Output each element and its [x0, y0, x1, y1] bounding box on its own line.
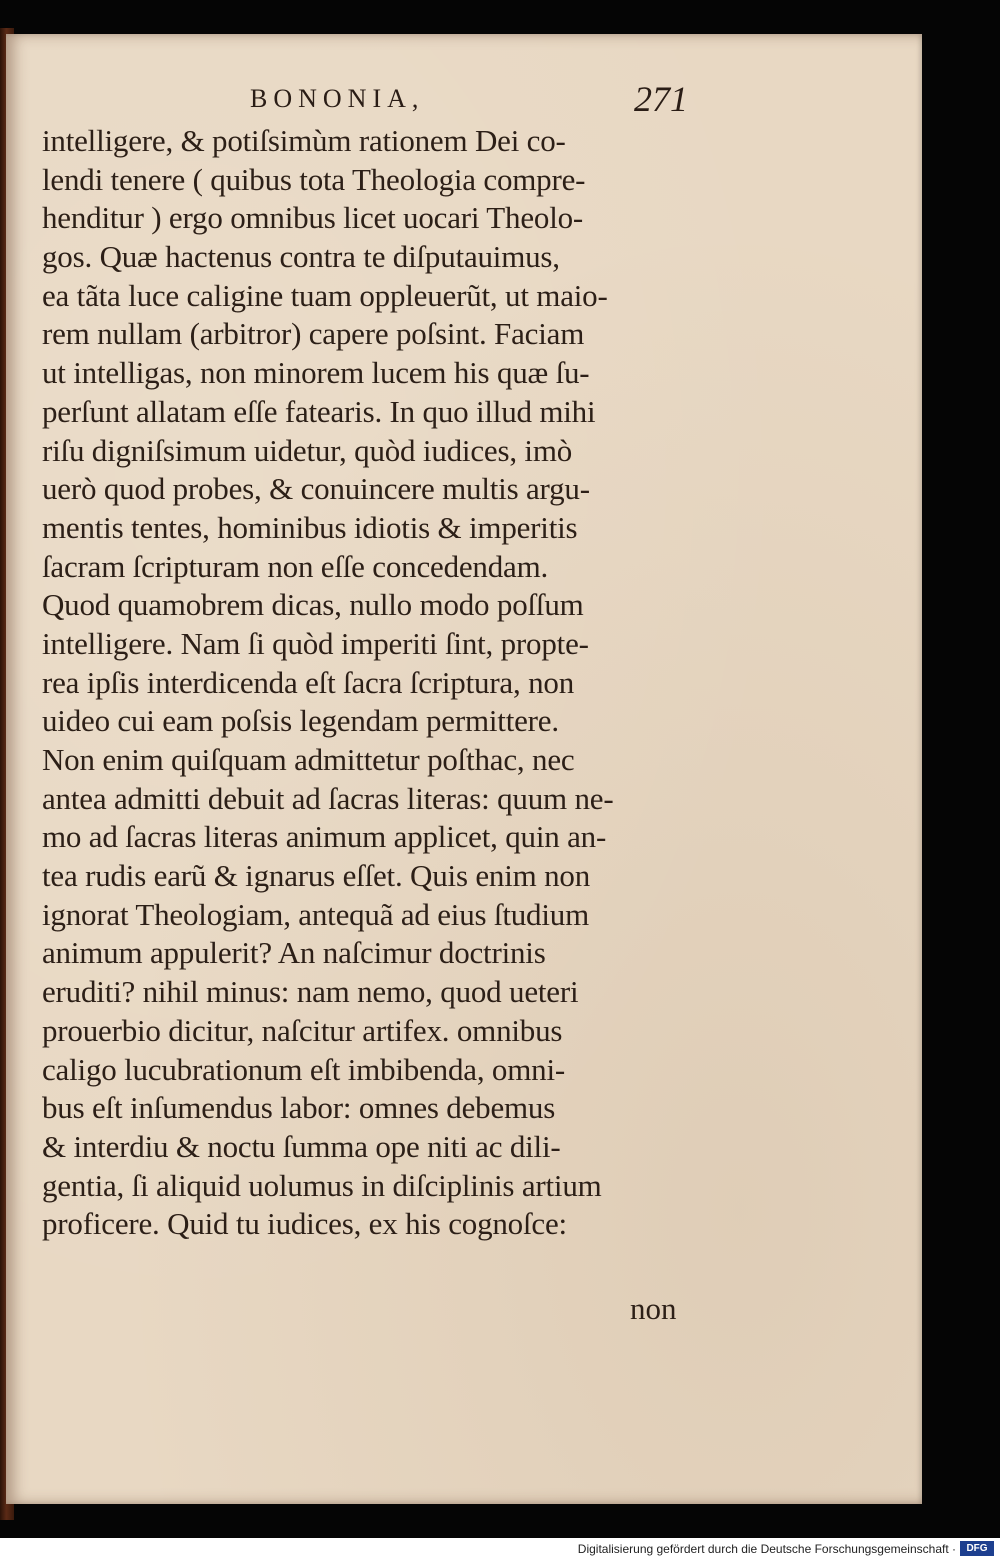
digitization-credit: Digitalisierung gefördert durch die Deutsche Forschungsgemeinschaft ·: [577, 1542, 956, 1556]
text-line: gentia, ſi aliquid uolumus in diſciplinis artium: [42, 1167, 602, 1203]
text-line: lendi tenere ( quibus tota Theologia compre-: [42, 161, 586, 197]
text-line: perſunt allatam eſſe fatearis. In quo illud mihi: [42, 393, 596, 429]
text-line: ea tãta luce caligine tuam oppleuerũt, ut maio-: [42, 277, 608, 313]
text-line: Non enim quiſquam admittetur poſthac, nec: [42, 742, 575, 777]
text-line: rea ipſis interdicenda eſt ſacra ſcriptura, non: [42, 664, 574, 700]
text-line: intelligere. Nam ſi quòd imperiti ſint, propte-: [42, 625, 589, 661]
text-line: uideo cui eam poſsis legendam permittere.: [42, 703, 559, 739]
text-line: Quod quamobrem dicas, nullo modo poſſum: [42, 587, 584, 623]
text-line: ſacram ſcripturam non eſſe concedendam.: [42, 548, 549, 584]
page-number: 271: [634, 79, 688, 119]
text-line: tea rudis earũ & ignarus eſſet. Quis enim non: [42, 858, 591, 894]
text-line: ut intelligas, non minorem lucem his quæ ſu-: [42, 355, 590, 391]
text-line: uerò quod probes, & conuincere multis argu-: [42, 471, 590, 507]
book-page: [6, 34, 922, 1504]
text-line: ignorat Theologiam, antequã ad eius ſtudium: [42, 896, 589, 932]
text-line: prouerbio dicitur, naſcitur artifex. omnibus: [42, 1012, 563, 1048]
text-line: proficere. Quid tu iudices, ex his cognoſce:: [42, 1206, 567, 1242]
text-line: eruditi? nihil minus: nam nemo, quod ueteri: [42, 974, 579, 1010]
text-line: riſu digniſsimum uidetur, quòd iudices, imò: [42, 432, 573, 468]
body-text: [42, 122, 702, 1244]
text-line: mentis tentes, hominibus idiotis & imperitis: [42, 509, 578, 545]
text-line: gos. Quæ hactenus contra te diſputauimus,: [42, 239, 560, 275]
text-line: mo ad ſacras literas animum applicet, quin an-: [42, 819, 607, 855]
running-head-title: BONONIA,: [250, 84, 425, 113]
catchword: non: [630, 1291, 677, 1326]
text-line: bus eſt inſumendus labor: omnes debemus: [42, 1090, 556, 1126]
dfg-logo-icon: DFG: [960, 1541, 994, 1556]
text-line: intelligere, & potiſsimùm rationem Dei co-: [42, 123, 566, 158]
text-line: & interdiu & noctu ſumma ope niti ac dili-: [42, 1128, 561, 1164]
text-line: henditur ) ergo omnibus licet uocari Theolo-: [42, 200, 584, 236]
text-line: animum appulerit? An naſcimur doctrinis: [42, 935, 546, 971]
text-line: caligo lucubrationum eſt imbibenda, omni-: [42, 1051, 565, 1087]
running-head: [6, 78, 922, 118]
text-line: antea admitti debuit ad ſacras literas: quum ne-: [42, 780, 614, 816]
text-line: rem nullam (arbitror) capere poſsint. Faciam: [42, 316, 585, 352]
digitization-credit-bar: [0, 1538, 1000, 1560]
